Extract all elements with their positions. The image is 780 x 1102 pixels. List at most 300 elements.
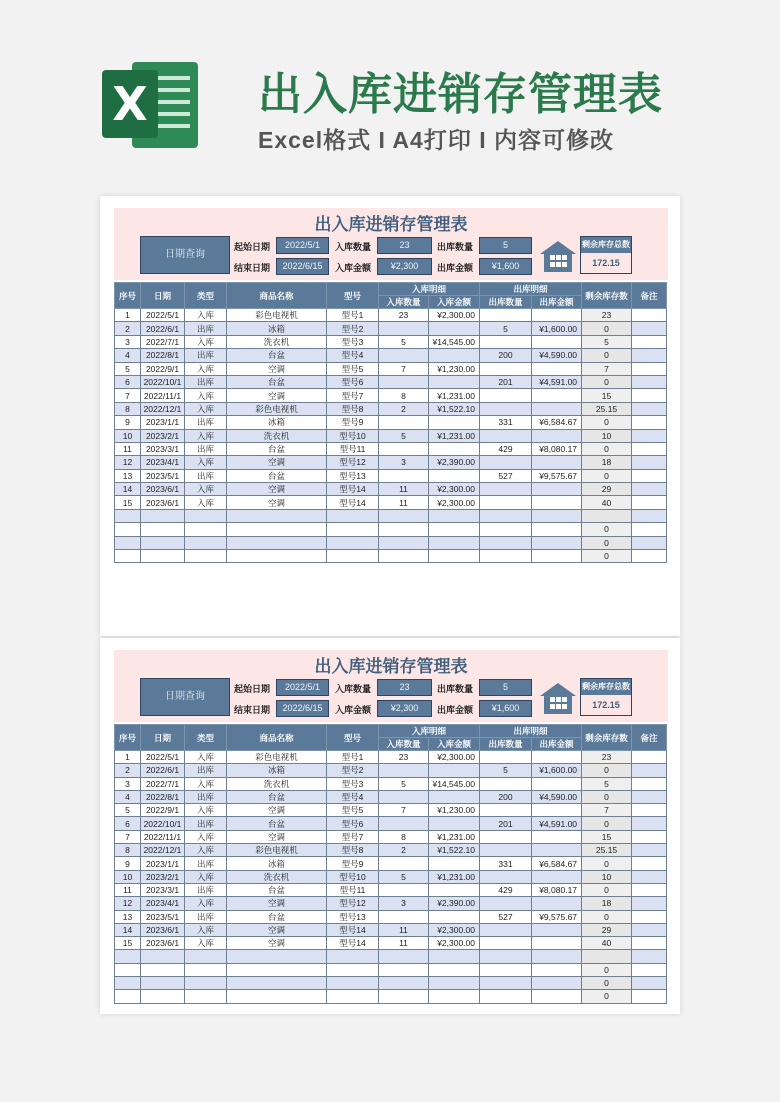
cell-out-qty[interactable]: 200 bbox=[480, 349, 532, 362]
cell-date[interactable] bbox=[141, 963, 185, 976]
cell-remain[interactable]: 0 bbox=[582, 550, 632, 563]
cell-in-amount[interactable]: ¥1,231.00 bbox=[429, 389, 480, 402]
cell-note[interactable] bbox=[632, 910, 667, 923]
cell-in-amount[interactable]: ¥2,300.00 bbox=[429, 309, 480, 322]
cell-out-amount[interactable]: ¥4,591.00 bbox=[532, 817, 582, 830]
cell-date[interactable]: 2023/5/1 bbox=[141, 910, 185, 923]
cell-remain[interactable]: 18 bbox=[582, 897, 632, 910]
cell-note[interactable] bbox=[632, 416, 667, 429]
cell-in-amount[interactable]: ¥1,231.00 bbox=[429, 830, 480, 843]
cell-out-amount[interactable] bbox=[532, 483, 582, 496]
cell-type[interactable]: 入库 bbox=[185, 429, 227, 442]
cell-out-qty[interactable] bbox=[480, 804, 532, 817]
cell-type[interactable]: 入库 bbox=[185, 456, 227, 469]
cell-remain[interactable]: 0 bbox=[582, 349, 632, 362]
cell-date[interactable] bbox=[141, 950, 185, 963]
cell-seq[interactable]: 13 bbox=[115, 469, 141, 482]
cell-in-amount[interactable] bbox=[429, 883, 480, 896]
cell-name[interactable] bbox=[227, 509, 327, 522]
cell-date[interactable]: 2022/7/1 bbox=[141, 777, 185, 790]
cell-type[interactable]: 出库 bbox=[185, 857, 227, 870]
cell-note[interactable] bbox=[632, 550, 667, 563]
cell-date[interactable]: 2022/11/1 bbox=[141, 830, 185, 843]
cell-date[interactable]: 2022/8/1 bbox=[141, 790, 185, 803]
cell-type[interactable]: 出库 bbox=[185, 910, 227, 923]
cell-out-amount[interactable]: ¥4,590.00 bbox=[532, 349, 582, 362]
cell-seq[interactable]: 1 bbox=[115, 309, 141, 322]
cell-out-amount[interactable] bbox=[532, 937, 582, 950]
cell-out-qty[interactable] bbox=[480, 777, 532, 790]
cell-remain[interactable]: 0 bbox=[582, 857, 632, 870]
cell-in-qty[interactable] bbox=[379, 442, 429, 455]
cell-note[interactable] bbox=[632, 963, 667, 976]
cell-in-qty[interactable] bbox=[379, 764, 429, 777]
cell-out-qty[interactable]: 527 bbox=[480, 469, 532, 482]
cell-model[interactable]: 型号2 bbox=[327, 322, 379, 335]
cell-in-amount[interactable] bbox=[429, 349, 480, 362]
cell-in-qty[interactable] bbox=[379, 349, 429, 362]
cell-in-qty[interactable]: 7 bbox=[379, 804, 429, 817]
cell-name[interactable]: 台盆 bbox=[227, 442, 327, 455]
cell-date[interactable]: 2023/4/1 bbox=[141, 897, 185, 910]
cell-model[interactable] bbox=[327, 550, 379, 563]
cell-in-amount[interactable]: ¥2,300.00 bbox=[429, 937, 480, 950]
cell-model[interactable] bbox=[327, 523, 379, 536]
cell-out-amount[interactable] bbox=[532, 456, 582, 469]
date-query-button[interactable]: 日期查询 bbox=[140, 678, 230, 716]
cell-out-qty[interactable] bbox=[480, 950, 532, 963]
cell-in-qty[interactable]: 5 bbox=[379, 777, 429, 790]
cell-seq[interactable]: 3 bbox=[115, 335, 141, 348]
cell-remain[interactable]: 29 bbox=[582, 483, 632, 496]
cell-model[interactable]: 型号10 bbox=[327, 870, 379, 883]
cell-out-amount[interactable] bbox=[532, 990, 582, 1003]
cell-seq[interactable]: 15 bbox=[115, 937, 141, 950]
cell-out-amount[interactable] bbox=[532, 844, 582, 857]
cell-type[interactable] bbox=[185, 536, 227, 549]
cell-in-amount[interactable] bbox=[429, 375, 480, 388]
cell-out-qty[interactable] bbox=[480, 977, 532, 990]
cell-seq[interactable] bbox=[115, 977, 141, 990]
cell-note[interactable] bbox=[632, 817, 667, 830]
cell-note[interactable] bbox=[632, 870, 667, 883]
cell-remain[interactable]: 5 bbox=[582, 335, 632, 348]
cell-date[interactable]: 2022/6/1 bbox=[141, 322, 185, 335]
cell-in-amount[interactable] bbox=[429, 322, 480, 335]
cell-in-amount[interactable] bbox=[429, 910, 480, 923]
cell-name[interactable]: 台盆 bbox=[227, 469, 327, 482]
cell-in-amount[interactable] bbox=[429, 950, 480, 963]
cell-name[interactable]: 空调 bbox=[227, 923, 327, 936]
cell-in-qty[interactable] bbox=[379, 883, 429, 896]
cell-in-qty[interactable] bbox=[379, 977, 429, 990]
cell-type[interactable]: 出库 bbox=[185, 790, 227, 803]
cell-date[interactable]: 2023/2/1 bbox=[141, 870, 185, 883]
cell-date[interactable]: 2022/5/1 bbox=[141, 309, 185, 322]
cell-remain[interactable]: 0 bbox=[582, 322, 632, 335]
cell-seq[interactable]: 7 bbox=[115, 389, 141, 402]
cell-type[interactable]: 入库 bbox=[185, 751, 227, 764]
cell-type[interactable]: 出库 bbox=[185, 322, 227, 335]
cell-name[interactable]: 空调 bbox=[227, 456, 327, 469]
cell-name[interactable]: 彩色电视机 bbox=[227, 309, 327, 322]
cell-type[interactable]: 入库 bbox=[185, 483, 227, 496]
cell-in-amount[interactable] bbox=[429, 857, 480, 870]
cell-type[interactable]: 出库 bbox=[185, 469, 227, 482]
cell-seq[interactable]: 6 bbox=[115, 375, 141, 388]
cell-remain[interactable]: 0 bbox=[582, 790, 632, 803]
cell-in-qty[interactable]: 11 bbox=[379, 937, 429, 950]
cell-seq[interactable]: 2 bbox=[115, 322, 141, 335]
cell-model[interactable] bbox=[327, 509, 379, 522]
cell-in-qty[interactable]: 23 bbox=[379, 309, 429, 322]
cell-out-amount[interactable] bbox=[532, 977, 582, 990]
cell-name[interactable] bbox=[227, 950, 327, 963]
cell-name[interactable]: 台盆 bbox=[227, 790, 327, 803]
cell-seq[interactable]: 11 bbox=[115, 883, 141, 896]
cell-in-qty[interactable] bbox=[379, 790, 429, 803]
cell-in-qty[interactable] bbox=[379, 523, 429, 536]
cell-model[interactable] bbox=[327, 536, 379, 549]
cell-out-qty[interactable] bbox=[480, 897, 532, 910]
cell-name[interactable]: 洗衣机 bbox=[227, 777, 327, 790]
cell-out-qty[interactable] bbox=[480, 550, 532, 563]
cell-date[interactable]: 2022/8/1 bbox=[141, 349, 185, 362]
cell-seq[interactable]: 6 bbox=[115, 817, 141, 830]
cell-out-amount[interactable]: ¥4,590.00 bbox=[532, 790, 582, 803]
cell-out-amount[interactable] bbox=[532, 923, 582, 936]
cell-name[interactable]: 冰箱 bbox=[227, 857, 327, 870]
cell-name[interactable] bbox=[227, 523, 327, 536]
cell-remain[interactable]: 0 bbox=[582, 469, 632, 482]
cell-name[interactable] bbox=[227, 550, 327, 563]
cell-out-qty[interactable]: 527 bbox=[480, 910, 532, 923]
cell-seq[interactable]: 3 bbox=[115, 777, 141, 790]
cell-in-qty[interactable] bbox=[379, 536, 429, 549]
cell-model[interactable] bbox=[327, 977, 379, 990]
cell-note[interactable] bbox=[632, 456, 667, 469]
cell-remain[interactable]: 0 bbox=[582, 990, 632, 1003]
cell-note[interactable] bbox=[632, 442, 667, 455]
cell-name[interactable]: 洗衣机 bbox=[227, 870, 327, 883]
cell-out-qty[interactable]: 201 bbox=[480, 817, 532, 830]
cell-out-qty[interactable]: 331 bbox=[480, 416, 532, 429]
cell-remain[interactable]: 40 bbox=[582, 496, 632, 509]
cell-seq[interactable]: 4 bbox=[115, 349, 141, 362]
cell-type[interactable]: 入库 bbox=[185, 362, 227, 375]
cell-out-amount[interactable] bbox=[532, 389, 582, 402]
cell-note[interactable] bbox=[632, 844, 667, 857]
cell-remain[interactable]: 0 bbox=[582, 442, 632, 455]
end-date-field[interactable]: 2022/6/15 bbox=[276, 258, 329, 275]
cell-name[interactable]: 空调 bbox=[227, 483, 327, 496]
cell-in-amount[interactable] bbox=[429, 523, 480, 536]
cell-seq[interactable]: 11 bbox=[115, 442, 141, 455]
cell-remain[interactable]: 10 bbox=[582, 870, 632, 883]
cell-in-amount[interactable] bbox=[429, 509, 480, 522]
cell-out-qty[interactable]: 331 bbox=[480, 857, 532, 870]
cell-type[interactable]: 出库 bbox=[185, 375, 227, 388]
cell-out-qty[interactable] bbox=[480, 509, 532, 522]
cell-remain[interactable]: 15 bbox=[582, 389, 632, 402]
cell-type[interactable] bbox=[185, 509, 227, 522]
cell-out-amount[interactable] bbox=[532, 950, 582, 963]
cell-note[interactable] bbox=[632, 469, 667, 482]
cell-out-qty[interactable] bbox=[480, 523, 532, 536]
cell-in-qty[interactable] bbox=[379, 857, 429, 870]
cell-type[interactable] bbox=[185, 990, 227, 1003]
cell-type[interactable] bbox=[185, 963, 227, 976]
cell-note[interactable] bbox=[632, 402, 667, 415]
cell-model[interactable]: 型号1 bbox=[327, 309, 379, 322]
cell-remain[interactable]: 0 bbox=[582, 963, 632, 976]
cell-out-qty[interactable]: 5 bbox=[480, 764, 532, 777]
cell-date[interactable]: 2022/12/1 bbox=[141, 844, 185, 857]
cell-remain[interactable]: 0 bbox=[582, 375, 632, 388]
cell-date[interactable]: 2023/4/1 bbox=[141, 456, 185, 469]
cell-note[interactable] bbox=[632, 990, 667, 1003]
cell-out-amount[interactable]: ¥8,080.17 bbox=[532, 883, 582, 896]
cell-remain[interactable]: 7 bbox=[582, 362, 632, 375]
cell-date[interactable]: 2022/7/1 bbox=[141, 335, 185, 348]
cell-in-amount[interactable]: ¥1,230.00 bbox=[429, 804, 480, 817]
cell-type[interactable]: 入库 bbox=[185, 777, 227, 790]
cell-remain[interactable]: 0 bbox=[582, 977, 632, 990]
cell-out-qty[interactable] bbox=[480, 963, 532, 976]
cell-out-qty[interactable]: 429 bbox=[480, 883, 532, 896]
cell-name[interactable]: 台盆 bbox=[227, 817, 327, 830]
cell-out-qty[interactable] bbox=[480, 335, 532, 348]
end-date-field[interactable]: 2022/6/15 bbox=[276, 700, 329, 717]
cell-remain[interactable]: 0 bbox=[582, 764, 632, 777]
cell-in-amount[interactable]: ¥1,231.00 bbox=[429, 429, 480, 442]
cell-name[interactable]: 彩色电视机 bbox=[227, 402, 327, 415]
cell-in-amount[interactable]: ¥1,522.10 bbox=[429, 402, 480, 415]
cell-remain[interactable]: 40 bbox=[582, 937, 632, 950]
cell-out-amount[interactable] bbox=[532, 897, 582, 910]
cell-out-qty[interactable] bbox=[480, 923, 532, 936]
cell-model[interactable]: 型号13 bbox=[327, 469, 379, 482]
cell-remain[interactable]: 18 bbox=[582, 456, 632, 469]
cell-type[interactable]: 入库 bbox=[185, 844, 227, 857]
cell-remain[interactable]: 23 bbox=[582, 309, 632, 322]
cell-remain[interactable]: 0 bbox=[582, 910, 632, 923]
cell-out-amount[interactable]: ¥4,591.00 bbox=[532, 375, 582, 388]
cell-in-amount[interactable] bbox=[429, 817, 480, 830]
cell-model[interactable]: 型号6 bbox=[327, 817, 379, 830]
cell-name[interactable] bbox=[227, 963, 327, 976]
cell-type[interactable]: 入库 bbox=[185, 402, 227, 415]
cell-type[interactable]: 入库 bbox=[185, 496, 227, 509]
cell-date[interactable]: 2022/10/1 bbox=[141, 817, 185, 830]
cell-model[interactable]: 型号5 bbox=[327, 362, 379, 375]
cell-remain[interactable]: 10 bbox=[582, 429, 632, 442]
cell-seq[interactable]: 14 bbox=[115, 923, 141, 936]
cell-out-qty[interactable] bbox=[480, 844, 532, 857]
cell-out-amount[interactable] bbox=[532, 362, 582, 375]
cell-out-qty[interactable] bbox=[480, 483, 532, 496]
cell-out-amount[interactable] bbox=[532, 777, 582, 790]
cell-in-qty[interactable]: 5 bbox=[379, 429, 429, 442]
cell-seq[interactable] bbox=[115, 950, 141, 963]
cell-seq[interactable]: 5 bbox=[115, 804, 141, 817]
cell-model[interactable]: 型号3 bbox=[327, 335, 379, 348]
cell-remain[interactable]: 7 bbox=[582, 804, 632, 817]
cell-model[interactable] bbox=[327, 950, 379, 963]
cell-model[interactable]: 型号9 bbox=[327, 416, 379, 429]
cell-seq[interactable]: 9 bbox=[115, 857, 141, 870]
cell-type[interactable]: 出库 bbox=[185, 883, 227, 896]
cell-out-amount[interactable]: ¥9,575.67 bbox=[532, 469, 582, 482]
cell-out-amount[interactable]: ¥6,584.67 bbox=[532, 416, 582, 429]
cell-note[interactable] bbox=[632, 309, 667, 322]
cell-name[interactable]: 台盆 bbox=[227, 375, 327, 388]
cell-seq[interactable]: 4 bbox=[115, 790, 141, 803]
cell-model[interactable]: 型号11 bbox=[327, 442, 379, 455]
cell-remain[interactable]: 25.15 bbox=[582, 402, 632, 415]
cell-model[interactable]: 型号14 bbox=[327, 483, 379, 496]
cell-date[interactable] bbox=[141, 977, 185, 990]
cell-out-amount[interactable] bbox=[532, 870, 582, 883]
cell-model[interactable]: 型号11 bbox=[327, 883, 379, 896]
cell-in-amount[interactable] bbox=[429, 764, 480, 777]
cell-model[interactable]: 型号7 bbox=[327, 830, 379, 843]
cell-out-amount[interactable] bbox=[532, 523, 582, 536]
cell-out-qty[interactable]: 201 bbox=[480, 375, 532, 388]
cell-model[interactable]: 型号5 bbox=[327, 804, 379, 817]
cell-note[interactable] bbox=[632, 883, 667, 896]
cell-remain[interactable]: 29 bbox=[582, 923, 632, 936]
cell-name[interactable]: 台盆 bbox=[227, 910, 327, 923]
cell-seq[interactable]: 10 bbox=[115, 870, 141, 883]
cell-type[interactable]: 出库 bbox=[185, 442, 227, 455]
cell-type[interactable] bbox=[185, 977, 227, 990]
cell-model[interactable] bbox=[327, 963, 379, 976]
cell-out-amount[interactable] bbox=[532, 830, 582, 843]
cell-in-qty[interactable]: 2 bbox=[379, 402, 429, 415]
cell-type[interactable]: 出库 bbox=[185, 349, 227, 362]
cell-model[interactable]: 型号1 bbox=[327, 751, 379, 764]
cell-in-qty[interactable] bbox=[379, 817, 429, 830]
cell-in-amount[interactable]: ¥2,390.00 bbox=[429, 456, 480, 469]
cell-out-amount[interactable] bbox=[532, 335, 582, 348]
cell-note[interactable] bbox=[632, 509, 667, 522]
cell-in-qty[interactable]: 8 bbox=[379, 389, 429, 402]
cell-in-qty[interactable]: 5 bbox=[379, 335, 429, 348]
cell-out-amount[interactable]: ¥6,584.67 bbox=[532, 857, 582, 870]
cell-date[interactable]: 2022/11/1 bbox=[141, 389, 185, 402]
cell-date[interactable]: 2023/1/1 bbox=[141, 857, 185, 870]
cell-remain[interactable] bbox=[582, 509, 632, 522]
cell-in-amount[interactable] bbox=[429, 990, 480, 1003]
cell-model[interactable]: 型号4 bbox=[327, 790, 379, 803]
cell-name[interactable]: 空调 bbox=[227, 804, 327, 817]
cell-name[interactable]: 空调 bbox=[227, 362, 327, 375]
cell-in-amount[interactable] bbox=[429, 442, 480, 455]
cell-remain[interactable] bbox=[582, 950, 632, 963]
cell-date[interactable]: 2023/6/1 bbox=[141, 496, 185, 509]
cell-model[interactable]: 型号3 bbox=[327, 777, 379, 790]
cell-out-amount[interactable] bbox=[532, 402, 582, 415]
cell-out-amount[interactable]: ¥1,600.00 bbox=[532, 764, 582, 777]
cell-note[interactable] bbox=[632, 496, 667, 509]
cell-note[interactable] bbox=[632, 897, 667, 910]
cell-note[interactable] bbox=[632, 950, 667, 963]
cell-out-amount[interactable] bbox=[532, 309, 582, 322]
cell-date[interactable]: 2022/12/1 bbox=[141, 402, 185, 415]
cell-remain[interactable]: 15 bbox=[582, 830, 632, 843]
cell-date[interactable]: 2022/9/1 bbox=[141, 362, 185, 375]
cell-note[interactable] bbox=[632, 830, 667, 843]
cell-type[interactable]: 入库 bbox=[185, 830, 227, 843]
cell-out-amount[interactable] bbox=[532, 536, 582, 549]
cell-model[interactable]: 型号6 bbox=[327, 375, 379, 388]
cell-in-qty[interactable]: 11 bbox=[379, 483, 429, 496]
cell-type[interactable]: 出库 bbox=[185, 817, 227, 830]
cell-in-qty[interactable]: 3 bbox=[379, 456, 429, 469]
cell-seq[interactable]: 8 bbox=[115, 844, 141, 857]
cell-date[interactable]: 2022/9/1 bbox=[141, 804, 185, 817]
cell-in-qty[interactable]: 2 bbox=[379, 844, 429, 857]
cell-type[interactable]: 出库 bbox=[185, 416, 227, 429]
cell-type[interactable]: 出库 bbox=[185, 764, 227, 777]
cell-note[interactable] bbox=[632, 751, 667, 764]
cell-seq[interactable]: 2 bbox=[115, 764, 141, 777]
cell-in-qty[interactable] bbox=[379, 963, 429, 976]
cell-name[interactable]: 空调 bbox=[227, 496, 327, 509]
cell-date[interactable]: 2022/10/1 bbox=[141, 375, 185, 388]
cell-remain[interactable]: 0 bbox=[582, 817, 632, 830]
cell-type[interactable]: 入库 bbox=[185, 804, 227, 817]
cell-in-qty[interactable]: 11 bbox=[379, 923, 429, 936]
cell-in-qty[interactable] bbox=[379, 509, 429, 522]
cell-seq[interactable]: 9 bbox=[115, 416, 141, 429]
cell-name[interactable]: 冰箱 bbox=[227, 764, 327, 777]
cell-seq[interactable]: 13 bbox=[115, 910, 141, 923]
cell-out-qty[interactable] bbox=[480, 937, 532, 950]
cell-seq[interactable]: 10 bbox=[115, 429, 141, 442]
cell-out-qty[interactable] bbox=[480, 990, 532, 1003]
cell-seq[interactable]: 8 bbox=[115, 402, 141, 415]
cell-in-amount[interactable] bbox=[429, 469, 480, 482]
cell-out-qty[interactable] bbox=[480, 402, 532, 415]
cell-note[interactable] bbox=[632, 923, 667, 936]
cell-model[interactable]: 型号14 bbox=[327, 937, 379, 950]
cell-type[interactable]: 入库 bbox=[185, 897, 227, 910]
cell-date[interactable] bbox=[141, 523, 185, 536]
cell-date[interactable]: 2023/6/1 bbox=[141, 923, 185, 936]
cell-note[interactable] bbox=[632, 322, 667, 335]
cell-in-qty[interactable]: 5 bbox=[379, 870, 429, 883]
cell-out-amount[interactable] bbox=[532, 751, 582, 764]
cell-out-qty[interactable]: 429 bbox=[480, 442, 532, 455]
cell-remain[interactable]: 0 bbox=[582, 523, 632, 536]
cell-in-qty[interactable] bbox=[379, 375, 429, 388]
cell-model[interactable]: 型号4 bbox=[327, 349, 379, 362]
cell-model[interactable]: 型号8 bbox=[327, 402, 379, 415]
cell-note[interactable] bbox=[632, 375, 667, 388]
cell-remain[interactable]: 0 bbox=[582, 536, 632, 549]
cell-note[interactable] bbox=[632, 536, 667, 549]
cell-name[interactable] bbox=[227, 977, 327, 990]
cell-seq[interactable] bbox=[115, 963, 141, 976]
cell-remain[interactable]: 25.15 bbox=[582, 844, 632, 857]
cell-name[interactable]: 冰箱 bbox=[227, 322, 327, 335]
cell-type[interactable]: 入库 bbox=[185, 923, 227, 936]
cell-out-qty[interactable] bbox=[480, 870, 532, 883]
start-date-field[interactable]: 2022/5/1 bbox=[276, 237, 329, 254]
cell-out-qty[interactable] bbox=[480, 362, 532, 375]
